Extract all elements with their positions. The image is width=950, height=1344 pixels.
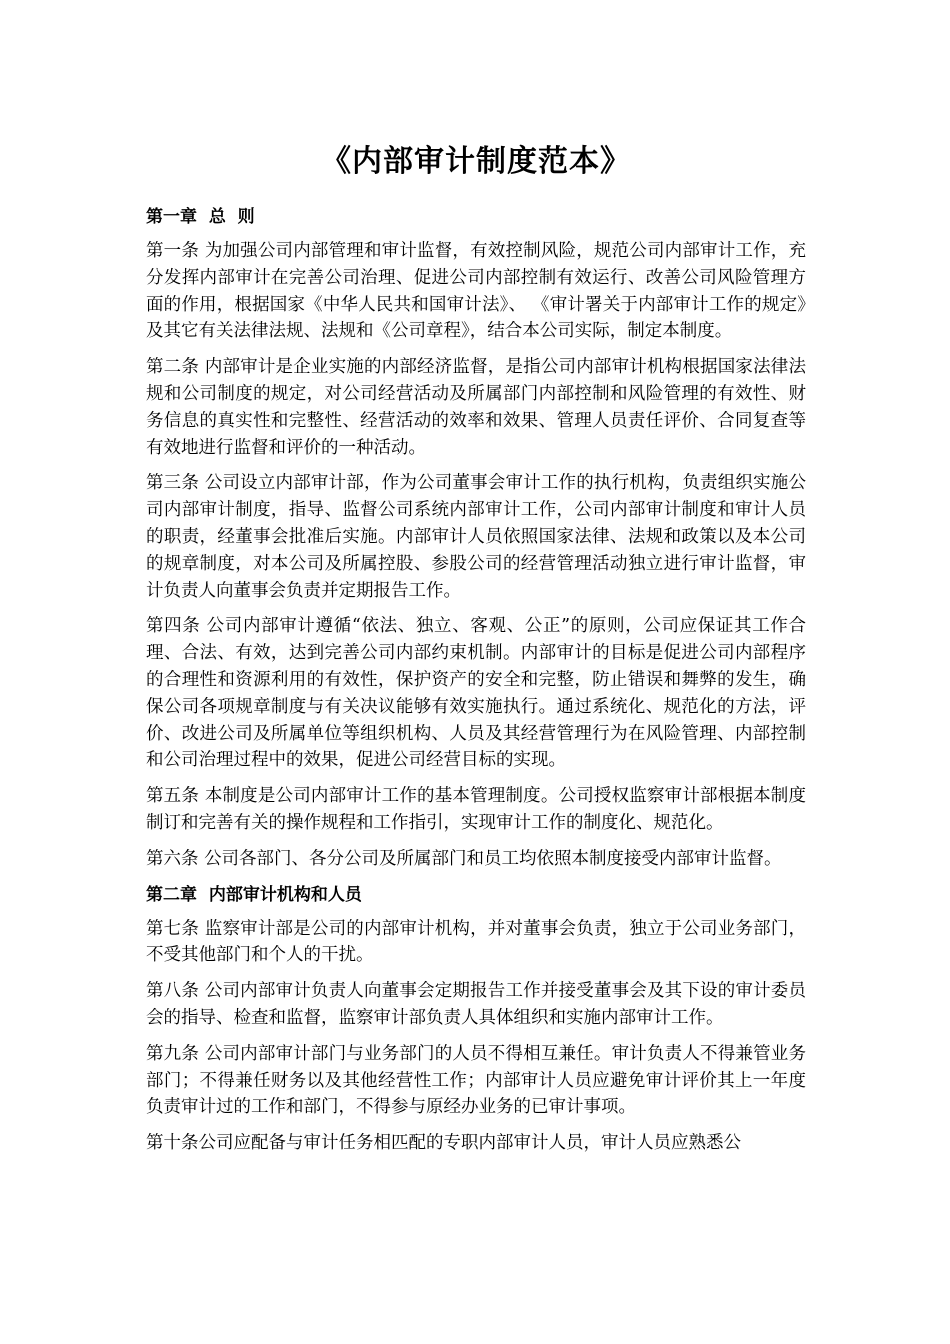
article-paragraph: 第一条 为加强公司内部管理和审计监督，有效控制风险，规范公司内部审计工作，充分发挥内部审计在完善公司治理、促进公司内部控制有效运行、改善公司风险管理方面的作用，根据国家《中华人民共和国审计法》、 《审计署关于内部审计工作的规定》及其它有关法律法规、法规和《公司章程》，结合本公司实际，制定本制度。 <box>146 241 806 342</box>
article-paragraph: 第六条 公司各部门、各分公司及所属部门和员工均依照本制度接受内部审计监督。 <box>146 848 782 869</box>
article-paragraph: 第九条 公司内部审计部门与业务部门的人员不得相互兼任。审计负责人不得兼管业务部门；不得兼任财务以及其他经营性工作；内部审计人员应避免审计评价其上一年度负责审计过的工作和部门，不得参与原经办业务的已审计事项。 <box>146 1043 806 1118</box>
article-paragraph: 第五条 本制度是公司内部审计工作的基本管理制度。公司授权监察审计部根据本制度制订和完善有关的操作规程和工作指引，实现审计工作的制度化、规范化。 <box>146 786 806 833</box>
article-paragraph: 第三条 公司设立内部审计部，作为公司董事会审计工作的执行机构，负责组织实施公司内部审计制度，指导、监督公司系统内部审计工作，公司内部审计制度和审计人员的职责，经董事会批准后实施。内部审计人员依照国家法律、法规和政策以及本公司的规章制度，对本公司及所属控股、参股公司的经营管理活动独立进行审计监督，审计负责人向董事会负责并定期报告工作。 <box>146 473 806 601</box>
article-paragraph: 第七条 监察审计部是公司的内部审计机构，并对董事会负责，独立于公司业务部门，不受其他部门和个人的干扰。 <box>146 918 806 966</box>
article-paragraph: 第八条 公司内部审计负责人向董事会定期报告工作并接受董事会及其下设的审计委员会的指导、检查和监督，监察审计部负责人具体组织和实施内部审计工作。 <box>146 981 806 1028</box>
document-title: 《内部审计制度范本》 <box>321 144 631 179</box>
chapter-heading: 第一章 总 则 <box>146 207 255 227</box>
article-paragraph: 第十条公司应配备与审计任务相匹配的专职内部审计人员，审计人员应熟悉公 <box>146 1133 741 1154</box>
article-paragraph: 第四条 公司内部审计遵循“依法、独立、客观、公正”的原则，公司应保证其工作合理、合法、有效，达到完善公司内部约束机制。内部审计的目标是促进公司内部程序的合理性和资源利用的有效性，保护资产的安全和完整，防止错误和舞弊的发生，确保公司各项规章制度与有关决议能够有效实施执行。通过系统化、规范化的方法，评价、改进公司及所属单位等组织机构、人员及其经营管理行为在风险管理、内部控制和公司治理过程中的效果，促进公司经营目标的实现。 <box>146 616 806 771</box>
document-page <box>146 140 806 1166</box>
chapter-heading: 第二章 内部审计机构和人员 <box>146 884 362 905</box>
article-paragraph: 第二条 内部审计是企业实施的内部经济监督，是指公司内部审计机构根据国家法律法规和公司制度的规定，对公司经营活动及所属部门内部控制和风险管理的有效性、财务信息的真实性和完整性、经营活动的效率和效果、管理人员责任评价、合同复查等有效地进行监督和评价的一种活动。 <box>146 357 806 458</box>
